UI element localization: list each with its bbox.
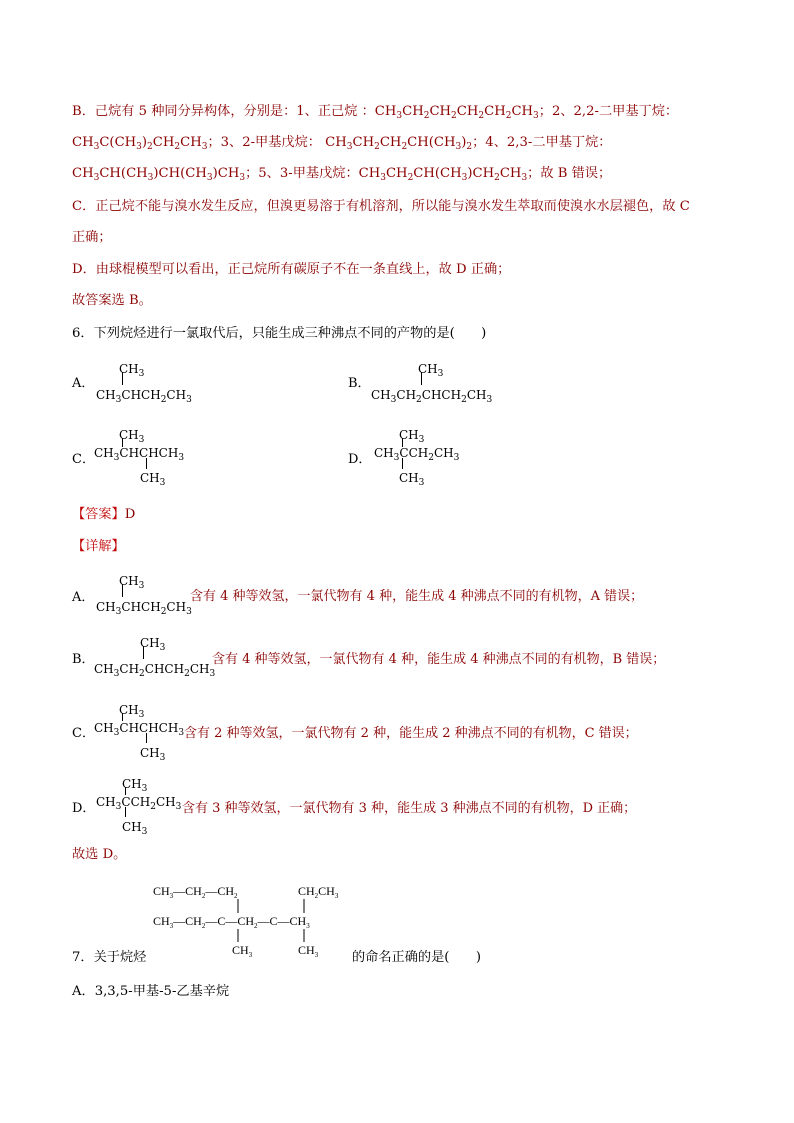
detail-a-main: $CH_3CHCH_2CH_3$ xyxy=(96,600,192,617)
detail-b-top: $CH_3$ xyxy=(140,636,166,653)
bond-line xyxy=(402,458,403,469)
explanation-b-line2: $CH_3C(CH_3)_2CH_2CH_3$；3、2-甲基戊烷： $CH_3CH_2CH_2CH(CH_3)_2$；4、2,3-二甲基丁烷： xyxy=(72,135,612,152)
answer-value: D xyxy=(124,507,136,522)
detail-c-main: $CH_3CHCHCH_3$ xyxy=(94,721,185,738)
detail-a-top: $CH_3$ xyxy=(119,574,145,591)
detail-a-label: A． xyxy=(72,590,95,605)
bond-line xyxy=(122,372,123,385)
q6-option-a-label: A． xyxy=(72,376,95,391)
q7-structure xyxy=(150,880,360,964)
q7-row1-right: $CH_2CH_3$ xyxy=(298,884,339,900)
bond-line xyxy=(122,584,123,597)
bond-line xyxy=(125,787,126,795)
bond-line xyxy=(146,733,147,743)
detail-d-top: $CH_3$ xyxy=(122,777,148,794)
explanation-b-line3: $CH_3CH(CH_3)CH(CH_3)CH_3$；5、3-甲基戊烷：$CH_3CH_2CH(CH_3)CH_2CH_3$；故 B 错误； xyxy=(72,166,612,183)
detail-c-bottom: $CH_3$ xyxy=(140,746,166,763)
q6-option-b-label: B． xyxy=(348,376,371,391)
q6-option-d-top: $CH_3$ xyxy=(399,428,425,445)
detail-a-reason: 含有 4 种等效氢，一氯代物有 4 种，能生成 4 种沸点不同的有机物，A 错误； xyxy=(190,589,644,604)
q7-row3-left: $CH_3$ xyxy=(232,943,253,959)
q6-option-d-label: D． xyxy=(348,452,372,467)
q7-stem-pre: 7．关于烷烃 xyxy=(72,950,147,965)
bond-line xyxy=(421,372,422,385)
q6-option-d-main: $CH_3CCH_2CH_3$ xyxy=(374,446,460,463)
detail-b-label: B． xyxy=(72,652,95,667)
detail-b-main: $CH_3CH_2CHCH_2CH_3$ xyxy=(94,662,216,679)
answer-tag: 【答案】 xyxy=(72,507,125,522)
q6-option-c-top: $CH_3$ xyxy=(119,428,145,445)
bond-line xyxy=(125,807,126,817)
detail-c-top: $CH_3$ xyxy=(119,703,145,720)
q6-option-c-label: C． xyxy=(72,452,95,467)
detail-d-reason: 含有 3 种等效氢，一氯代物有 3 种，能生成 3 种沸点不同的有机物，D 正确； xyxy=(182,801,637,816)
q6-conclusion: 故选 D。 xyxy=(72,847,127,862)
bond-line xyxy=(143,646,144,659)
bond-line xyxy=(146,458,147,469)
q6-option-b-top: $CH_3$ xyxy=(418,362,444,379)
bond-line xyxy=(122,713,123,721)
q7-row2: $CH_3—CH_2—C—CH_2—C—CH_3$ xyxy=(153,914,310,930)
q6-option-c-main: $CH_3CHCHCH_3$ xyxy=(94,446,185,463)
q7-stem-post: 的命名正确的是( ) xyxy=(352,950,481,965)
detail-d-label: D． xyxy=(72,801,96,816)
q6-detail-tag: 【详解】 xyxy=(72,539,125,554)
explanation-c-line2: 正确； xyxy=(72,230,112,245)
explanation-c-line1: C．正己烷不能与溴水发生反应，但溴更易溶于有机溶剂，所以能与溴水发生萃取而使溴水水层褪色，故 C xyxy=(72,199,690,214)
q6-option-c-bottom: $CH_3$ xyxy=(140,471,166,488)
detail-c-label: C． xyxy=(72,726,95,741)
explanation-b-line1: B．己烷有 5 种同分异构体，分别是：1、正己烷 ：$CH_3CH_2CH_2CH_2CH_2CH_3$；2、2,2-二甲基丁烷： xyxy=(72,104,679,121)
q6-option-a-top: $CH_3$ xyxy=(119,362,145,379)
q6-option-b-main: $CH_3CH_2CHCH_2CH_3$ xyxy=(371,388,493,405)
q7-option-a: A．3,3,5-甲基-5-乙基辛烷 xyxy=(72,984,230,999)
q6-stem: 6．下列烷烃进行一氯取代后，只能生成三种沸点不同的产物的是( ) xyxy=(72,326,487,341)
q6-option-a-main: $CH_3CHCH_2CH_3$ xyxy=(96,388,192,405)
q7-row1-left: $CH_3—CH_2—CH_2$ xyxy=(153,884,238,900)
detail-b-reason: 含有 4 种等效氢，一氯代物有 4 种，能生成 4 种沸点不同的有机物，B 错误； xyxy=(212,652,666,667)
q6-answer xyxy=(72,506,135,524)
detail-d-main: $CH_3CCH_2CH_3$ xyxy=(96,795,182,812)
detail-c-reason: 含有 2 种等效氢，一氯代物有 2 种，能生成 2 种沸点不同的有机物，C 错误； xyxy=(184,726,638,741)
explanation-d-line: D．由球棍模型可以看出，正己烷所有碳原子不在一条直线上，故 D 正确； xyxy=(72,262,511,277)
detail-d-bottom: $CH_3$ xyxy=(122,820,148,837)
q7-row3-right: $CH_3$ xyxy=(298,943,319,959)
q6-option-d-bottom: $CH_3$ xyxy=(399,471,425,488)
explanation-conclusion: 故答案选 B。 xyxy=(72,293,152,308)
